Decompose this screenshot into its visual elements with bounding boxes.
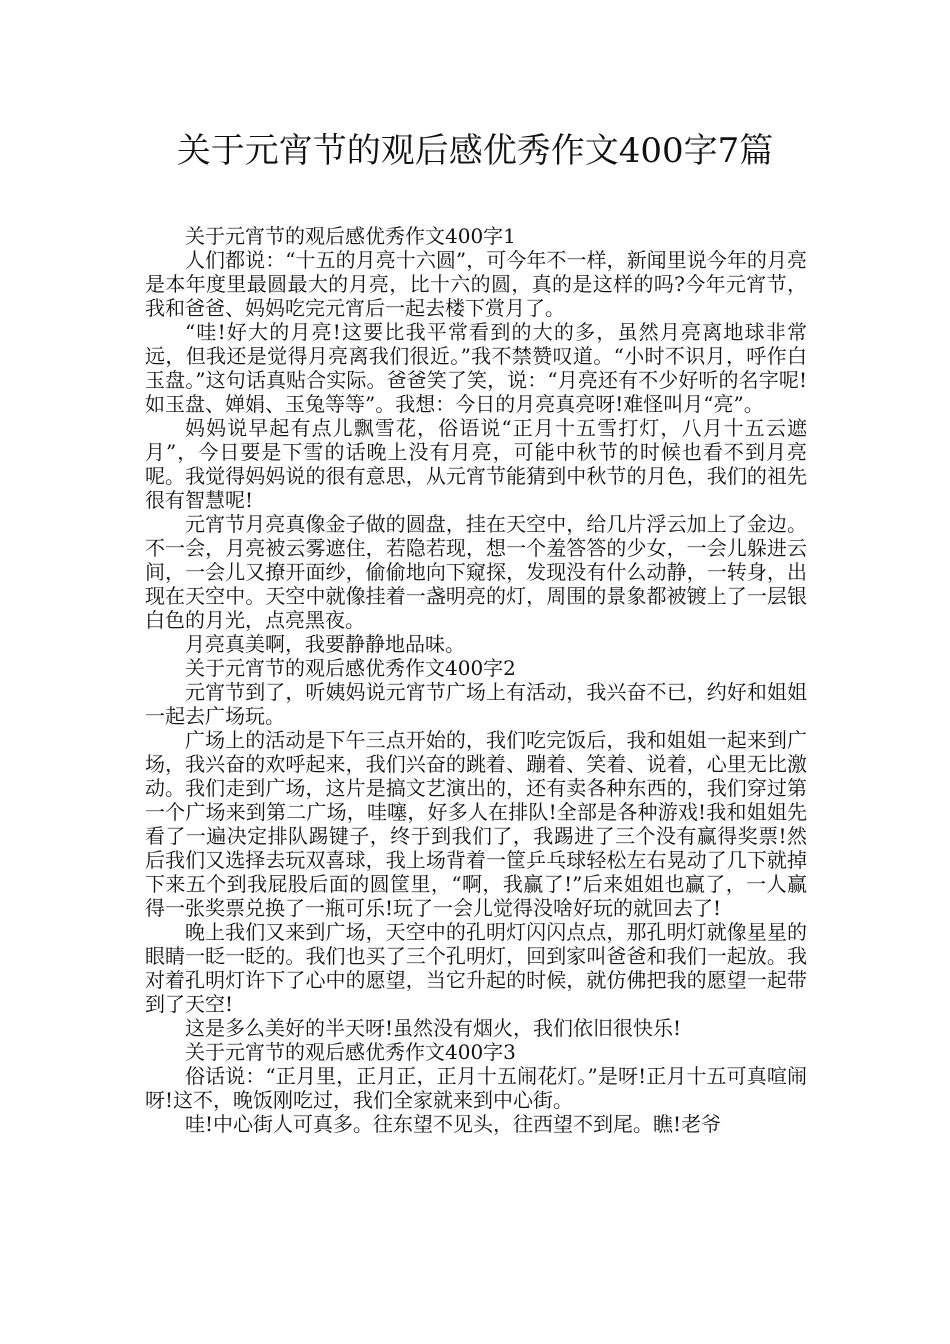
paragraph: 俗话说：“正月里，正月正，正月十五闹花灯。”是呀!正月十五可真喧闹呀!这不，晚饭刚吃过，我们全家就来到中心街。 xyxy=(145,1064,807,1112)
document-title: 关于元宵节的观后感优秀作文400字7篇 xyxy=(176,131,774,171)
paragraph: 元宵节到了，听姨妈说元宵节广场上有活动，我兴奋不已，约好和姐姐一起去广场玩。 xyxy=(145,680,807,728)
document-body xyxy=(145,224,807,1136)
paragraph: 哇!中心街人可真多。往东望不见头，往西望不到尾。瞧!老爷 xyxy=(185,1112,722,1136)
paragraph: 月亮真美啊，我要静静地品味。 xyxy=(185,632,465,656)
paragraph: 人们都说：“十五的月亮十六圆”，可今年不一样，新闻里说今年的月亮是本年度里最圆最大的月亮，比十六的圆，真的是这样的吗?今年元宵节，我和爸爸、妈妈吃完元宵后一起去楼下赏月了。 xyxy=(145,248,807,320)
paragraph: “哇!好大的月亮!这要比我平常看到的大的多，虽然月亮离地球非常远，但我还是觉得月亮离我们很近。”我不禁赞叹道。“小时不识月，呼作白玉盘。”这句话真贴合实际。爸爸笑了笑，说：“月亮还有不少好听的名字呢!如玉盘、婵娟、玉兔等等”。我想：今日的月亮真亮呀!难怪叫月“亮”。 xyxy=(145,320,807,416)
paragraph: 妈妈说早起有点儿飘雪花，俗语说“正月十五雪打灯，八月十五云遮月”，今日要是下雪的话晚上没有月亮，可能中秋节的时候也看不到月亮呢。我觉得妈妈说的很有意思，从元宵节能猜到中秋节的月色，我们的祖先很有智慧呢! xyxy=(145,416,807,512)
section-heading: 关于元宵节的观后感优秀作文400字1 xyxy=(185,224,516,248)
section-heading: 关于元宵节的观后感优秀作文400字3 xyxy=(185,1040,516,1064)
paragraph: 元宵节月亮真像金子做的圆盘，挂在天空中，给几片浮云加上了金边。不一会，月亮被云雾遮住，若隐若现，想一个羞答答的少女，一会儿躲进云间，一会儿又撩开面纱，偷偷地向下窥探，发现没有什么动静，一转身，出现在天空中。天空中就像挂着一盏明亮的灯，周围的景象都被镀上了一层银白色的月光，点亮黑夜。 xyxy=(145,512,807,632)
section-heading: 关于元宵节的观后感优秀作文400字2 xyxy=(185,656,516,680)
paragraph: 晚上我们又来到广场，天空中的孔明灯闪闪点点，那孔明灯就像星星的眼睛一眨一眨的。我们也买了三个孔明灯，回到家叫爸爸和我们一起放。我对着孔明灯许下了心中的愿望，当它升起的时候，就仿佛把我的愿望一起带到了天空! xyxy=(145,920,807,1016)
paragraph: 广场上的活动是下午三点开始的，我们吃完饭后，我和姐姐一起来到广场，我兴奋的欢呼起来，我们兴奋的跳着、蹦着、笑着、说着，心里无比激动。我们走到广场，这片是搞文艺演出的，还有卖各种东西的，我们穿过第一个广场来到第二广场，哇噻，好多人在排队!全部是各种游戏!我和姐姐先看了一遍决定排队踢键子，终于到我们了，我踢进了三个没有赢得奖票!然后我们又选择去玩双喜球，我上场背着一筐乒乓球轻松左右晃动了几下就掉下来五个到我屁股后面的圆筐里，“啊，我赢了!”后来姐姐也赢了，一人赢得一张奖票兑换了一瓶可乐!玩了一会儿觉得没啥好玩的就回去了! xyxy=(145,728,807,920)
paragraph: 这是多么美好的半天呀!虽然没有烟火，我们依旧很快乐! xyxy=(185,1016,682,1040)
